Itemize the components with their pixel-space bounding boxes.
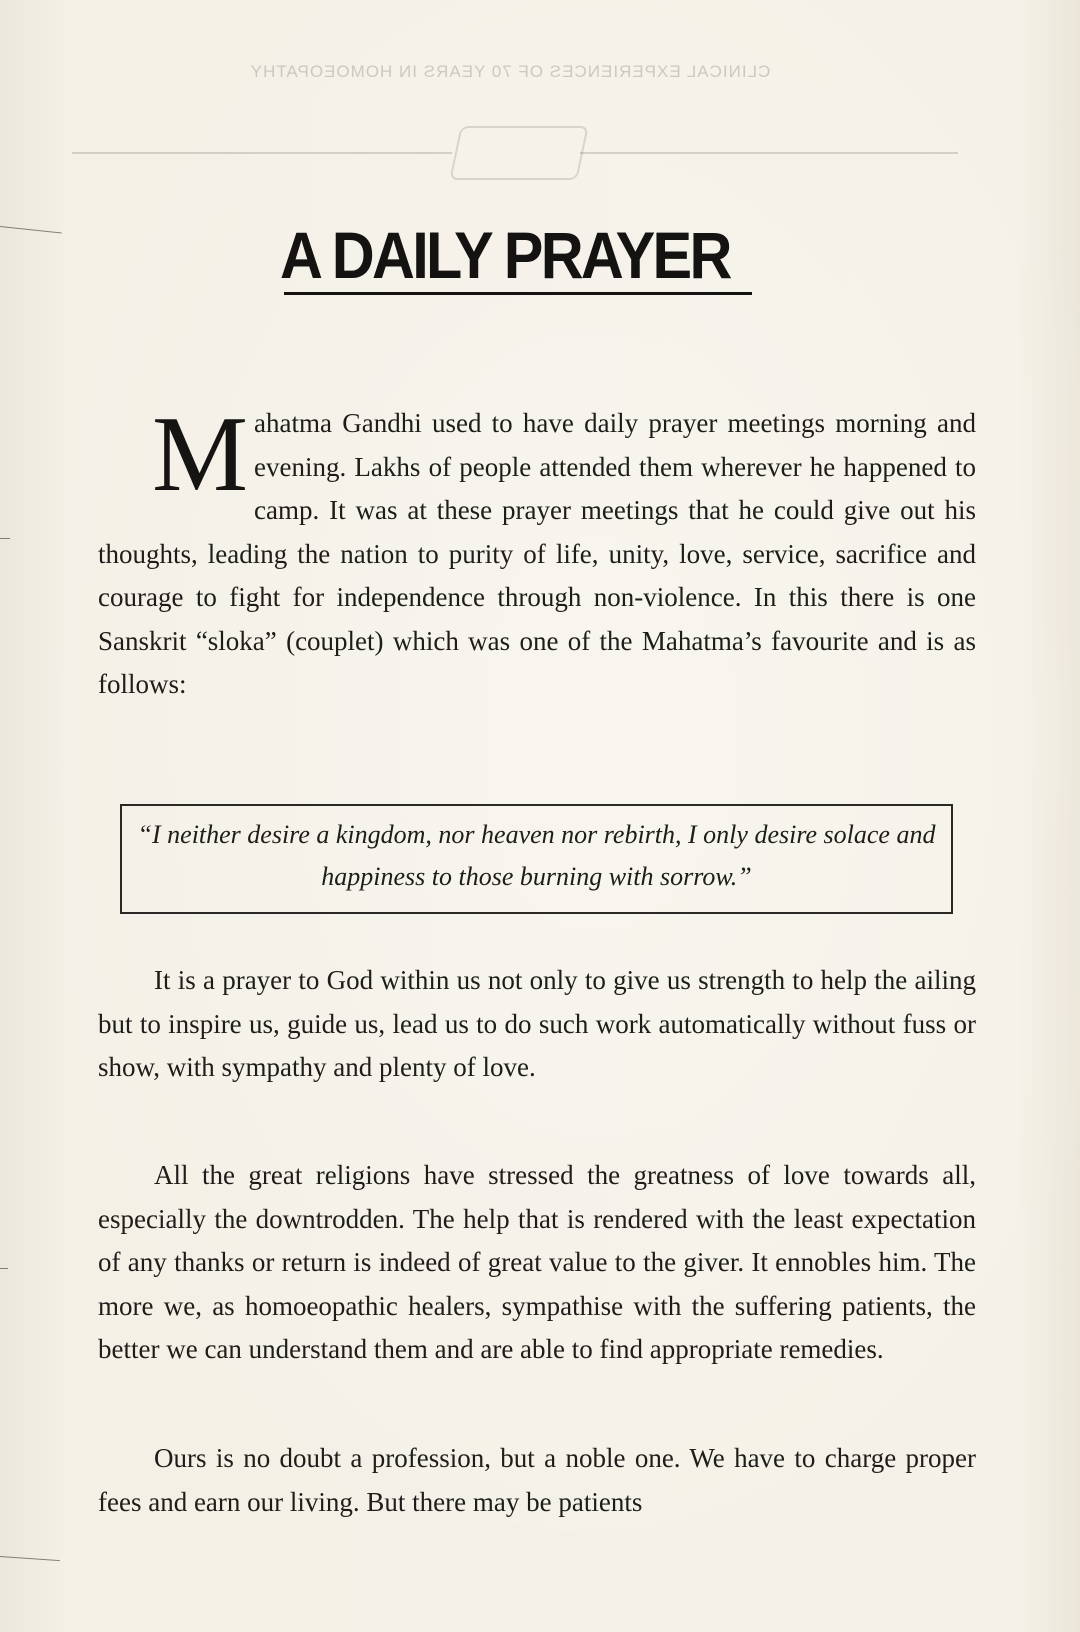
scan-edge-mark <box>0 1268 8 1269</box>
title-underline <box>284 292 752 295</box>
bleed-through-rule-left <box>72 152 452 154</box>
bleed-through-running-header: CLINICAL EXPERIENCES OF 70 YEARS IN HOMOEOPATHY <box>249 62 771 81</box>
scan-edge-mark <box>0 1556 60 1561</box>
paragraph-religions <box>98 1154 976 1372</box>
chapter-title: A DAILY PRAYER <box>280 218 730 292</box>
bleed-through-rule-right <box>580 152 958 154</box>
paragraph-profession-text: Ours is no doubt a profession, but a noble one. We have to charge proper fees and earn our living. But there may be patients <box>98 1443 976 1517</box>
paragraph-intro <box>98 395 976 707</box>
sloka-quote-text: “I neither desire a kingdom, nor heaven nor rebirth, I only desire solace and happiness to those burning with sorrow.” <box>137 820 936 891</box>
drop-cap: M <box>152 395 249 514</box>
paragraph-prayer-text: It is a prayer to God within us not only to give us strength to help the ailing but to inspire us, guide us, lead us to do such work automatically without fuss or show, with sympathy and plenty of love. <box>98 965 976 1082</box>
paragraph-intro-text: ahatma Gandhi used to have daily prayer meetings morning and evening. Lakhs of people attended them wherever he happened to camp. It was at these prayer meetings that he could give out his thoughts, leading the nation to purity of life, unity, love, service, sacrifice and courage to fight for independence through non-violence. In this there is one Sanskrit “sloka” (couplet) which was one of the Mahatma’s favourite and is as follows: <box>98 408 976 699</box>
scan-edge-mark <box>0 538 10 539</box>
sloka-quote-box <box>120 804 953 914</box>
paragraph-profession <box>98 1437 976 1524</box>
scan-edge-mark <box>0 226 62 233</box>
paragraph-prayer <box>98 959 976 1090</box>
bleed-through-ornament <box>449 126 588 180</box>
paragraph-religions-text: All the great religions have stressed the greatness of love towards all, especially the downtrodden. The help that is rendered with the least expectation of any thanks or return is indeed of great value to the giver. It ennobles him. The more we, as homoeopathic healers, sympathise with the suffering patients, the better we can understand them and are able to find appropriate remedies. <box>98 1160 976 1364</box>
